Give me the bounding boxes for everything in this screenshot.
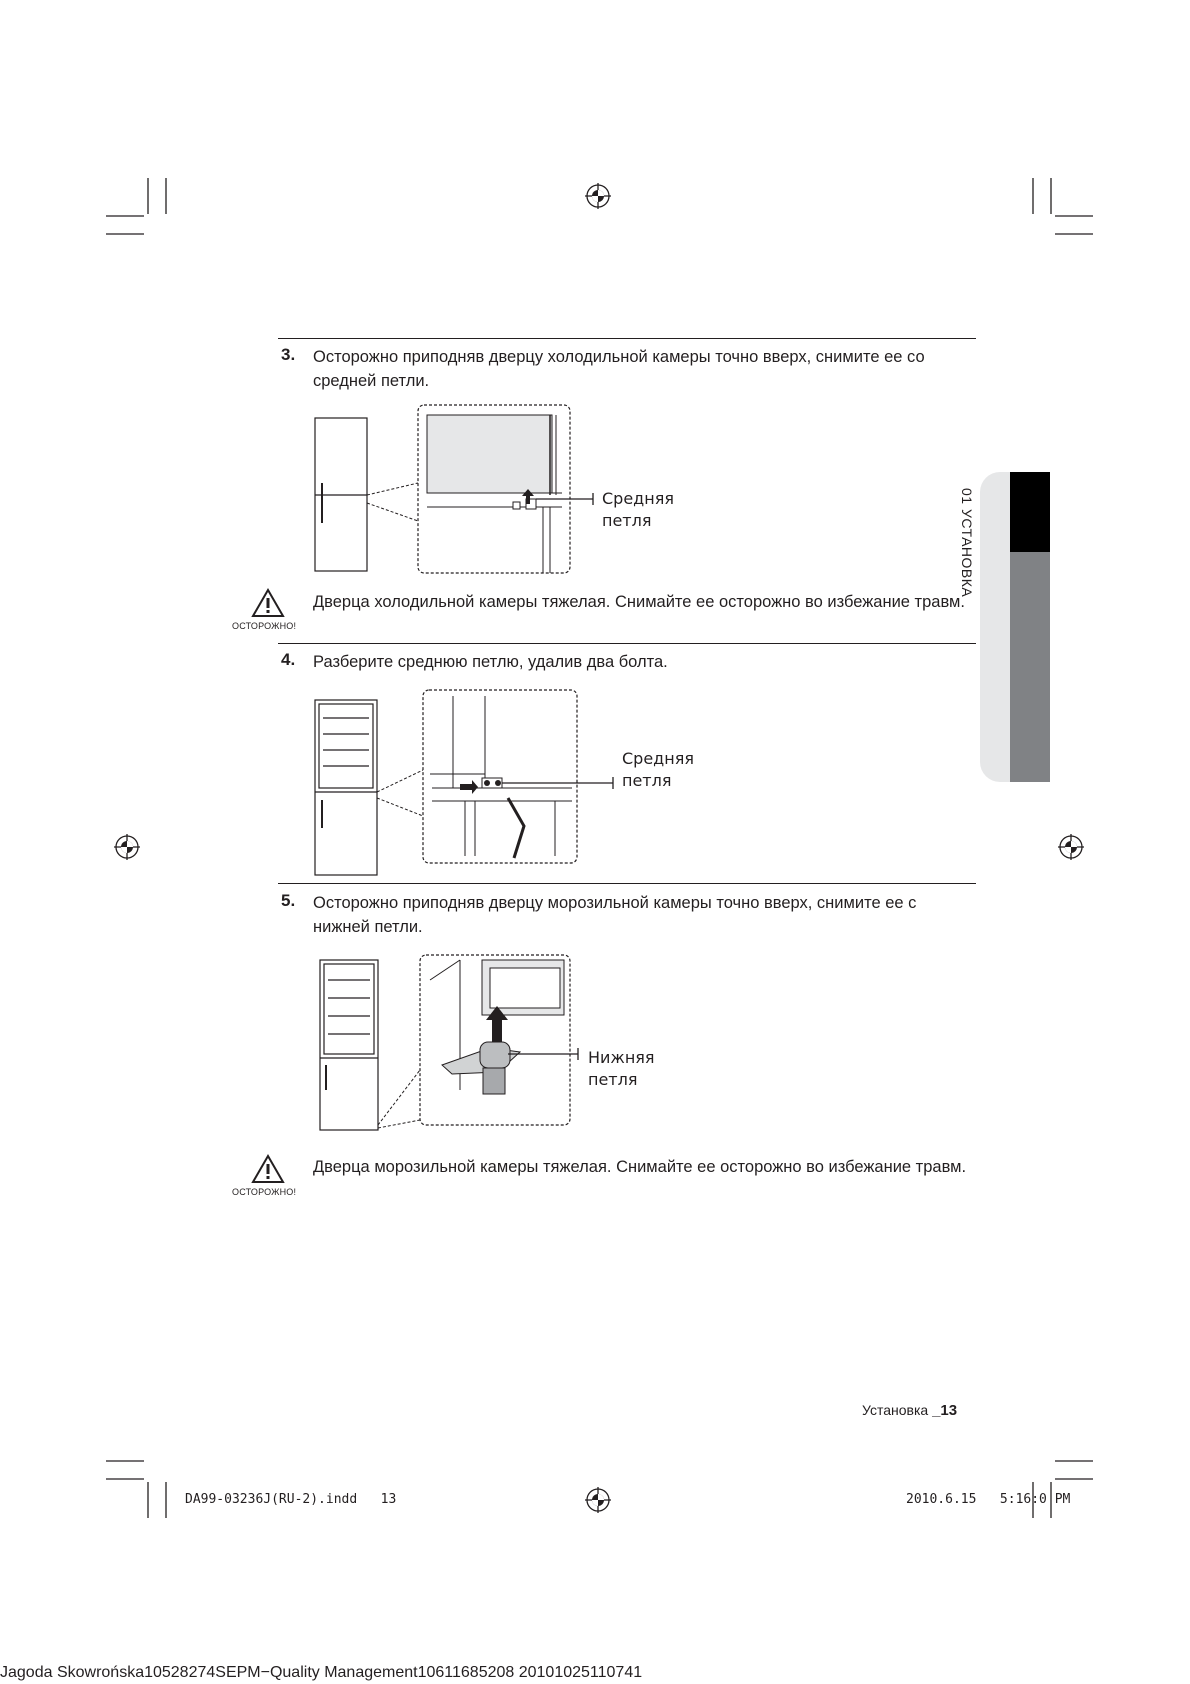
side-tab-label: 01 УСТАНОВКА [959,488,975,598]
print-slug-file: DA99-03236J(RU-2).indd 13 [185,1492,397,1507]
caution-1-icon [251,588,285,618]
step-3-label-line2: петля [602,511,652,530]
step-5-illustration [310,950,710,1130]
page-footer-section: Установка [862,1402,933,1418]
watermark: Jagoda Skowrońska10528274SEPM−Quality Management10611685208 20101025110741 [0,1664,643,1681]
page-number: _13 [932,1402,958,1419]
registration-target-bottom [585,1487,611,1513]
step-4-rule [278,643,976,644]
print-slug-datetime: 2010.6.15 5:16:0 PM [906,1492,1071,1507]
step-3-number: 3. [281,345,296,364]
registration-target-left [114,834,140,860]
step-5-label-line2: петля [588,1070,638,1089]
step-4-label-line2: петля [622,771,672,790]
step-5-number: 5. [281,891,296,910]
step-4-text: Разберите среднюю петлю, удалив два болта. [313,653,668,671]
step-4-label-line1: Средняя [622,749,694,768]
side-tab-dark [1010,472,1050,552]
step-5-rule [278,883,976,884]
side-tab-gray [1010,552,1050,782]
registration-target-right [1058,834,1084,860]
step-3-rule [278,338,976,339]
step-5-text: Осторожно приподняв дверцу морозильной камеры точно вверх, снимите ее с нижней петли. [313,894,917,936]
step-5-label-line1: Нижняя [588,1048,655,1067]
step-3-text: Осторожно приподняв дверцу холодильной камеры точно вверх, снимите ее со средней петли. [313,348,925,390]
caution-1-text: Дверца холодильной камеры тяжелая. Снимайте ее осторожно во избежание травм. [313,593,965,611]
step-3-label-line1: Средняя [602,489,674,508]
caution-2-word: ОСТОРОЖНО! [232,1187,297,1197]
step-4-number: 4. [281,650,296,669]
caution-2-text: Дверца морозильной камеры тяжелая. Снимайте ее осторожно во избежание травм. [313,1158,967,1176]
caution-1-word: ОСТОРОЖНО! [232,621,297,631]
registration-target-top [585,183,611,209]
side-tab-white-strip [980,472,1010,782]
caution-2-icon [251,1154,285,1184]
page-footer [862,1402,957,1419]
